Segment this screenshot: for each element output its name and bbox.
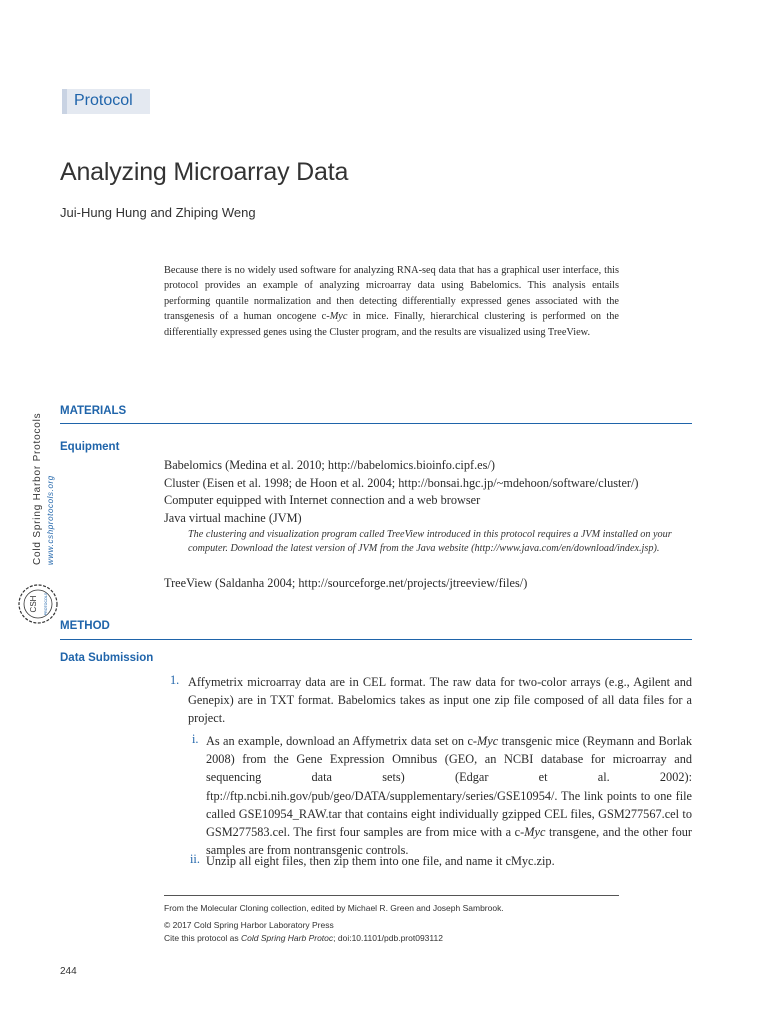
data-submission-heading: Data Submission: [60, 652, 154, 664]
method-heading: METHOD: [60, 620, 110, 632]
page-number: 244: [60, 966, 77, 977]
logo-text: CSH: [29, 595, 38, 613]
materials-rule: [60, 423, 692, 424]
footer-citation-journal: Cold Spring Harb Protoc: [241, 933, 334, 943]
abstract-text-2: in mice. Finally, hierarchical clustering is performed on the differentially expressed genes using the Cluster program, and the results are visualized using TreeView.: [164, 311, 619, 338]
equipment-heading: Equipment: [60, 441, 120, 453]
protocol-badge: [62, 89, 150, 114]
equipment-item-computer: Computer equipped with Internet connection and a web browser: [164, 493, 481, 507]
substep-i-number: i.: [192, 732, 199, 746]
badge-accent-bar: [62, 89, 67, 114]
equipment-item-treeview: TreeView (Saldanha 2004; http://sourceforge.net/projects/jtreeview/files/): [164, 576, 528, 590]
logo-subtext: PROTOCOLS: [44, 592, 48, 616]
substep-i-text: [206, 732, 692, 859]
abstract-text-1: Because there is no widely used software for analyzing RNA-seq data that has a graphical user interface, this protocol provides an example of analyzing microarray data using Babelomics. This analysis entails performing quantile normalization and then detecting differentially expressed genes associated with the transgenesis of a human oncogene c-: [164, 265, 619, 323]
side-branding: [10, 400, 60, 640]
equipment-item-jvm: Java virtual machine (JVM): [164, 511, 302, 525]
footer-citation-prefix: Cite this protocol as: [164, 933, 242, 943]
substep-i-text-2: transgenic mice (Reymann and Borlak 2008) from the Gene Expression Omnibus (GEO, an NCBI database for microarray and sequencing data sets) (Edgar et al. 2002): ftp://ftp.ncbi.nih.gov/pub/geo/DATA/supplementary/series/GSE10954/. The link points to one file called GSE10954_RAW.tar that contains eight individually gzipped CEL files, GSM277567.cel to GSM277583.cel. The first four samples are from mice with a c-: [206, 734, 693, 840]
article-authors: Jui-Hung Hung and Zhiping Weng: [60, 205, 256, 220]
jvm-note: The clustering and visualization program called TreeView introduced in this protocol requires a JVM installed on your computer. Download the latest version of JVM from the Java website (http://www.java.com/en/download/index.jsp).: [188, 529, 672, 554]
step-1-number: 1.: [170, 673, 180, 687]
substep-i-text-3: transgene, and the other four samples are from nontransgenic controls.: [206, 825, 693, 858]
substep-i-italic-2: Myc: [524, 825, 546, 840]
method-rule: [60, 639, 692, 640]
materials-heading: MATERIALS: [60, 405, 127, 417]
badge-label: Protocol: [74, 92, 133, 109]
footer-citation-doi: ; doi:10.1101/pdb.prot093112: [333, 933, 443, 943]
footer-citation: [164, 933, 443, 943]
side-journal-url[interactable]: www.cshprotocols.org: [46, 475, 55, 565]
substep-ii-number: ii.: [190, 852, 200, 866]
footer-collection: From the Molecular Cloning collection, edited by Michael R. Green and Joseph Sambrook.: [164, 903, 504, 913]
footer-rule: [164, 895, 619, 896]
substep-i-text-1: As an example, download an Affymetrix data set on c-: [206, 734, 478, 748]
cshl-logo-icon: [16, 582, 60, 626]
footer-copyright: © 2017 Cold Spring Harbor Laboratory Press: [164, 920, 334, 930]
substep-ii-text: Unzip all eight files, then zip them into one file, and name it cMyc.zip.: [206, 854, 555, 868]
step-1-text: Affymetrix microarray data are in CEL format. The raw data for two-color arrays (e.g., Agilent and Genepix) are in TXT format. Babelomics takes as input one zip file composed of all data files for a project.: [188, 675, 692, 726]
substep-i-italic-1: Myc: [477, 734, 499, 748]
abstract: [164, 263, 619, 340]
abstract-italic-gene: Myc: [329, 311, 348, 323]
side-journal-name: Cold Spring Harbor Protocols: [32, 412, 43, 565]
equipment-item-cluster: Cluster (Eisen et al. 1998; de Hoon et al. 2004; http://bonsai.hgc.jp/~mdehoon/software/cluster/): [164, 476, 639, 490]
equipment-item-babelomics: Babelomics (Medina et al. 2010; http://babelomics.bioinfo.cipf.es/): [164, 458, 495, 472]
article-title: Analyzing Microarray Data: [60, 158, 349, 186]
